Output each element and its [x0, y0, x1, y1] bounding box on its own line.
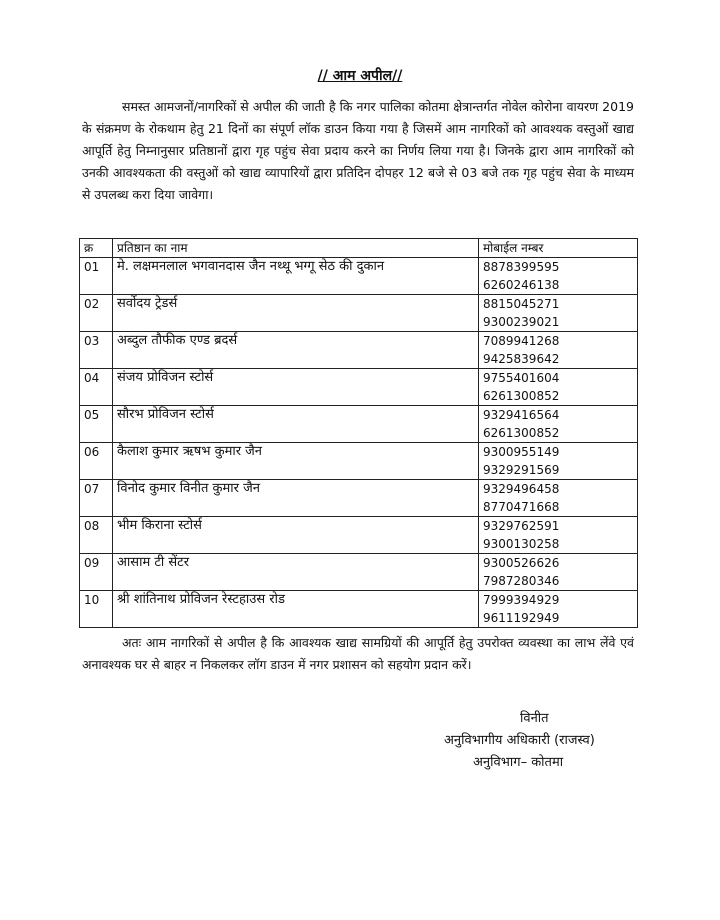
row-shop-name: सौरभ प्रोविजन स्टोर्स [113, 406, 479, 443]
row-serial: 08 [80, 517, 113, 554]
row-shop-name: संजय प्रोविजन स्टोर्स [113, 369, 479, 406]
row-mobile-secondary: 8770471668 [483, 500, 560, 514]
row-mobile-secondary: 6260246138 [483, 278, 560, 292]
row-serial: 10 [80, 591, 113, 628]
row-mobile-cell [479, 480, 638, 517]
column-header-shop-name: प्रतिष्ठान का नाम [113, 239, 479, 258]
row-serial: 04 [80, 369, 113, 406]
row-serial: 01 [80, 258, 113, 295]
row-serial: 02 [80, 295, 113, 332]
table-row [80, 295, 638, 332]
row-mobile-secondary: 6261300852 [483, 389, 560, 403]
row-mobile-secondary: 9300130258 [483, 537, 560, 551]
table-row [80, 591, 638, 628]
row-shop-name: कैलाश कुमार ऋषभ कुमार जैन [113, 443, 479, 480]
row-mobile-primary: 7089941268 [483, 334, 560, 348]
row-mobile-secondary: 7987280346 [483, 574, 560, 588]
row-mobile-cell [479, 406, 638, 443]
signature-designation: अनुविभागीय अधिकारी (राजस्व) [444, 733, 595, 748]
row-serial: 06 [80, 443, 113, 480]
row-mobile-primary: 8878399595 [483, 260, 560, 274]
column-header-mobile: मोबाईल नम्बर [479, 239, 638, 258]
row-serial: 03 [80, 332, 113, 369]
table-row [80, 258, 638, 295]
table-row [80, 554, 638, 591]
row-shop-name: आसाम टी सेंटर [113, 554, 479, 591]
row-mobile-primary: 9755401604 [483, 371, 560, 385]
row-mobile-secondary: 6261300852 [483, 426, 560, 440]
row-mobile-cell [479, 295, 638, 332]
row-mobile-cell [479, 443, 638, 480]
row-mobile-cell [479, 517, 638, 554]
row-serial: 05 [80, 406, 113, 443]
table-row [80, 369, 638, 406]
table-row [80, 480, 638, 517]
shop-list-table [79, 238, 638, 628]
table-row [80, 517, 638, 554]
closing-paragraph: अतः आम नागरिकों से अपील है कि आवश्यक खाद्य सामग्रियों की आपूर्ति हेतु उपरोक्त व्यवस्था का लाभ लेंवे एवं अनावश्यक घर से बाहर न निकलकर लॉग डाउन में नगर प्रशासन को सहयोग प्रदान करें। [82, 635, 634, 672]
row-mobile-secondary: 9425839642 [483, 352, 560, 366]
row-mobile-primary: 9329496458 [483, 482, 560, 496]
signature-salutation: विनीत [520, 711, 549, 726]
table-row [80, 406, 638, 443]
row-mobile-primary: 9329416564 [483, 408, 560, 422]
row-mobile-primary: 7999394929 [483, 593, 560, 607]
row-shop-name: मे. लक्षमनलाल भगवानदास जैन नथ्थू भग्गू सेठ की दुकान [113, 258, 479, 295]
row-mobile-cell [479, 332, 638, 369]
table-row [80, 332, 638, 369]
row-shop-name: अब्दुल तौफीक एण्ड ब्रदर्स [113, 332, 479, 369]
row-shop-name: भीम किराना स्टोर्स [113, 517, 479, 554]
row-mobile-primary: 8815045271 [483, 297, 560, 311]
row-mobile-primary: 9329762591 [483, 519, 560, 533]
row-mobile-secondary: 9300239021 [483, 315, 560, 329]
row-mobile-cell [479, 591, 638, 628]
row-mobile-cell [479, 258, 638, 295]
row-mobile-primary: 9300526626 [483, 556, 560, 570]
table-row [80, 443, 638, 480]
row-mobile-cell [479, 369, 638, 406]
intro-paragraph: समस्त आमजनों/नागरिकों से अपील की जाती है कि नगर पालिका कोतमा क्षेत्रान्तर्गत नोवेल कोरोना वायरण 2019 के संक्रमण के रोकथाम हेतु 21 दिनों का संपूर्ण लॉक डाउन किया गया है जिसमें आम नागरिकों को आवश्यक वस्तुओं खाद्य आपूर्ति हेतु निम्नानुसार प्रतिष्ठानों द्वारा गृह पहुंच सेवा प्रदाय करने का निर्णय लिया गया है। जिनके द्वारा आम नागरिकों को उनकी आवश्यकता की वस्तुओं को खाद्य व्यापारियों द्वारा प्रतिदिन दोपहर 12 बजे से 03 बजे तक गृह पहुंच सेवा के माध्यम से उपलब्ध करा दिया जावेगा। [82, 99, 634, 202]
page-title: // आम अपील// [317, 68, 403, 84]
table-header-row [80, 239, 638, 258]
row-mobile-primary: 9300955149 [483, 445, 560, 459]
row-serial: 07 [80, 480, 113, 517]
column-header-serial: क्र [80, 239, 113, 258]
row-mobile-cell [479, 554, 638, 591]
row-shop-name: विनोद कुमार विनीत कुमार जैन [113, 480, 479, 517]
signature-office: अनुविभाग– कोतमा [473, 755, 564, 770]
row-shop-name: सर्वोदय ट्रेडर्स [113, 295, 479, 332]
row-serial: 09 [80, 554, 113, 591]
row-shop-name: श्री शांतिनाथ प्रोविजन रेस्टहाउस रोड [113, 591, 479, 628]
row-mobile-secondary: 9611192949 [483, 611, 560, 625]
row-mobile-secondary: 9329291569 [483, 463, 560, 477]
table-body [80, 258, 638, 628]
